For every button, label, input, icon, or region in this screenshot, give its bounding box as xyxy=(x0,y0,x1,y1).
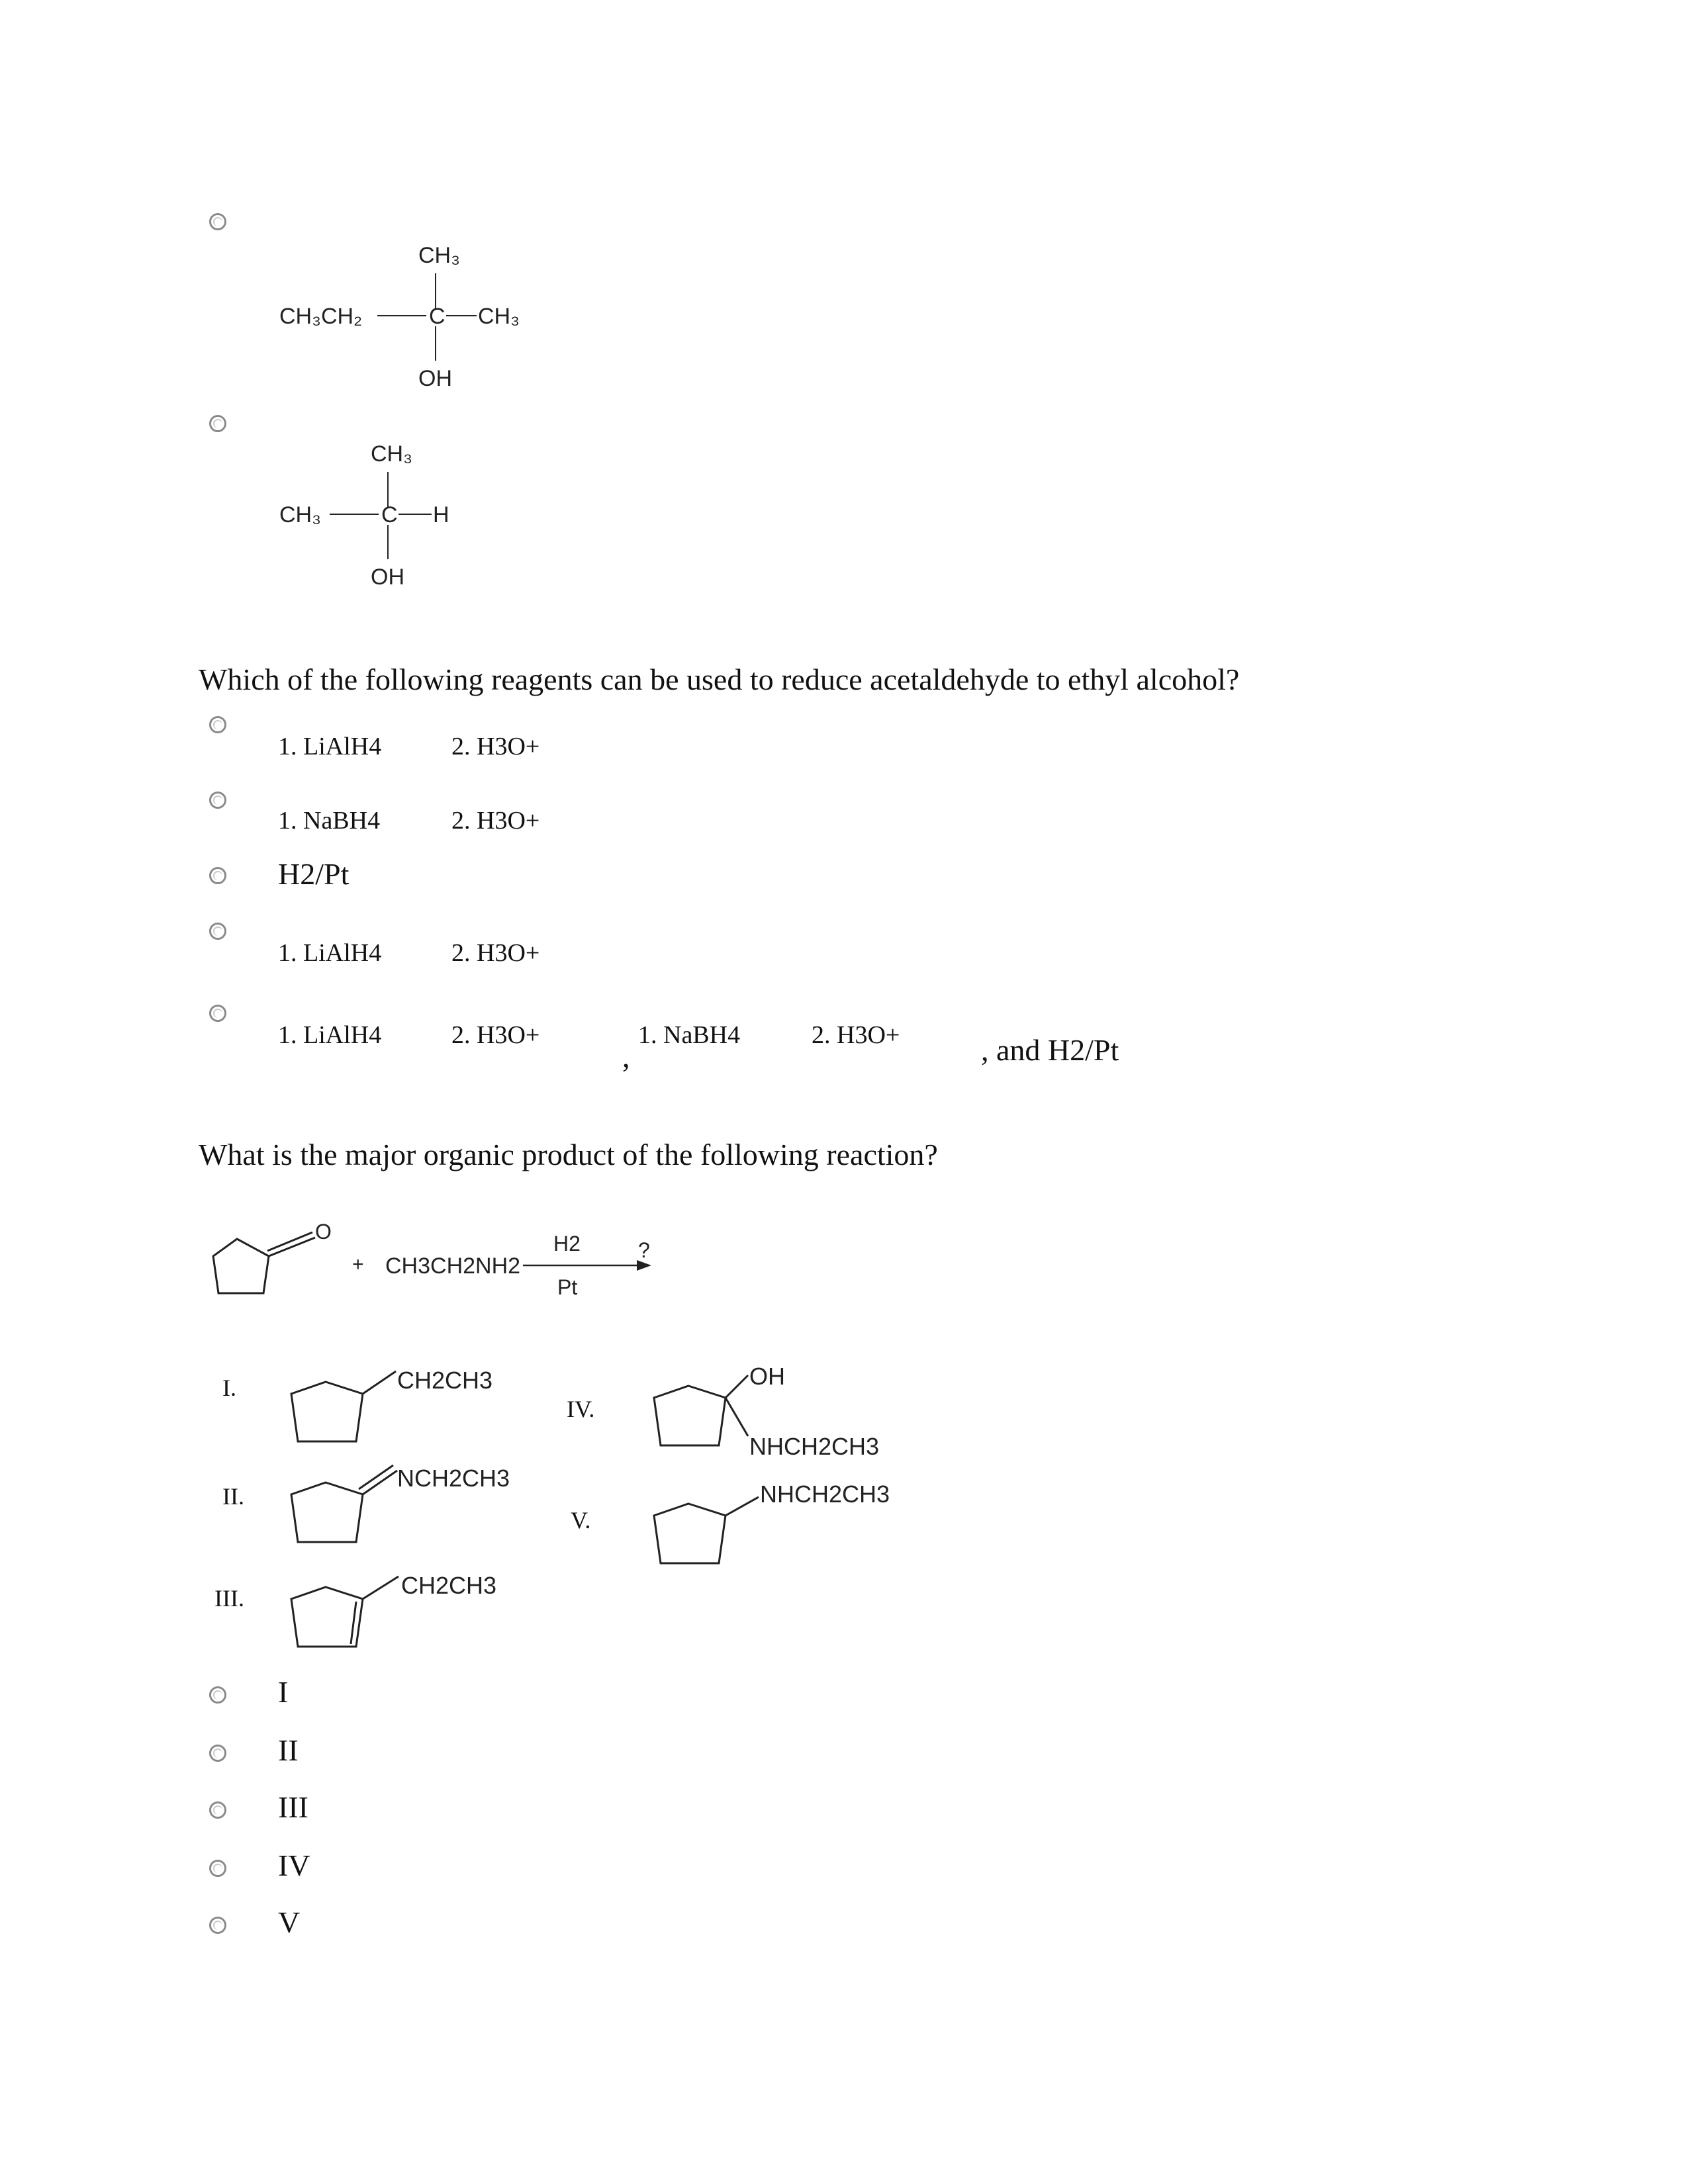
q1-opt5-step3: 1. NaBH4 xyxy=(638,1021,741,1049)
radio-q1-option-3[interactable] xyxy=(209,867,226,884)
radio-q1-option-4[interactable] xyxy=(209,923,226,940)
struct1-center: C xyxy=(429,304,445,329)
struct1-right: CH₃ xyxy=(478,304,520,329)
structure-IV-top-group: OH xyxy=(749,1363,785,1390)
structure-V-group: NHCH2CH3 xyxy=(760,1480,890,1508)
structure-label-IV: IV. xyxy=(567,1396,595,1422)
radio-alcohol-1[interactable] xyxy=(209,213,226,230)
structure-III-group: CH2CH3 xyxy=(401,1572,497,1599)
q1-opt3-text: H2/Pt xyxy=(278,857,350,891)
structure-label-I: I. xyxy=(222,1375,236,1401)
structure-2-methyl-2-butanol xyxy=(265,235,543,394)
structure-II-group: NCH2CH3 xyxy=(397,1465,510,1492)
structure-I-group: CH2CH3 xyxy=(397,1367,493,1394)
q1-opt2-step1: 1. NaBH4 xyxy=(278,807,381,835)
radio-q2-option-IV[interactable] xyxy=(209,1860,226,1877)
reagent-above-arrow: H2 xyxy=(553,1232,581,1255)
carbonyl-oxygen: O xyxy=(315,1220,332,1244)
product-question-mark: ? xyxy=(638,1238,650,1262)
structure-label-III: III. xyxy=(214,1585,244,1612)
q2-option-IV-label: IV xyxy=(278,1848,310,1882)
struct2-left: CH₃ xyxy=(279,502,321,527)
q1-opt4-step1: 1. LiAlH4 xyxy=(278,939,382,967)
radio-q1-option-2[interactable] xyxy=(209,792,226,809)
question-1-text: Which of the following reagents can be used to reduce acetaldehyde to ethyl alcohol? xyxy=(199,662,1240,696)
q2-option-III-label: III xyxy=(278,1790,308,1824)
cyclopentanone-structure xyxy=(213,1220,332,1293)
q1-opt5-tail: , and H2/Pt xyxy=(981,1033,1119,1067)
structure-2-propanol xyxy=(265,433,503,592)
structure-label-II: II. xyxy=(222,1483,244,1510)
struct2-center: C xyxy=(381,502,398,527)
q1-opt4-step2: 2. H3O+ xyxy=(451,939,540,967)
radio-alcohol-2[interactable] xyxy=(209,415,226,432)
structure-IV-bottom-group: NHCH2CH3 xyxy=(749,1433,880,1460)
struct1-left: CH₃CH₂ xyxy=(279,304,363,329)
struct2-bottom: OH xyxy=(371,565,404,590)
q1-opt5-step2: 2. H3O+ xyxy=(451,1021,540,1049)
radio-q1-option-5[interactable] xyxy=(209,1005,226,1022)
structure-III xyxy=(285,1567,536,1666)
struct1-bottom: OH xyxy=(418,366,452,391)
structure-V xyxy=(649,1477,927,1576)
q1-opt1-step2: 2. H3O+ xyxy=(451,733,540,760)
q1-opt1-step1: 1. LiAlH4 xyxy=(278,733,382,760)
q1-opt5-step4: 2. H3O+ xyxy=(812,1021,900,1049)
q2-option-I-label: I xyxy=(278,1675,289,1709)
q2-option-V-label: V xyxy=(278,1905,301,1939)
structure-II xyxy=(285,1463,536,1562)
q1-opt2-step2: 2. H3O+ xyxy=(451,807,540,835)
structure-I xyxy=(285,1367,523,1460)
struct1-top: CH₃ xyxy=(418,243,460,268)
reaction-scheme xyxy=(199,1211,702,1310)
structure-label-V: V. xyxy=(571,1507,591,1533)
q1-opt5-step1: 1. LiAlH4 xyxy=(278,1021,382,1049)
plus-sign: + xyxy=(352,1253,364,1275)
struct2-top: CH₃ xyxy=(371,441,412,467)
q2-option-II-label: II xyxy=(278,1733,299,1767)
radio-q2-option-V[interactable] xyxy=(209,1917,226,1934)
radio-q2-option-III[interactable] xyxy=(209,1801,226,1819)
reagent-below-arrow: Pt xyxy=(557,1275,578,1299)
question-2-text: What is the major organic product of the following reaction? xyxy=(199,1138,938,1171)
struct2-right: H xyxy=(433,502,449,527)
structure-IV xyxy=(649,1363,927,1476)
radio-q1-option-1[interactable] xyxy=(209,716,226,733)
q1-opt5-separator: , xyxy=(622,1040,630,1073)
radio-q2-option-II[interactable] xyxy=(209,1745,226,1762)
amine-reagent: CH3CH2NH2 xyxy=(385,1253,521,1279)
radio-q2-option-I[interactable] xyxy=(209,1686,226,1704)
